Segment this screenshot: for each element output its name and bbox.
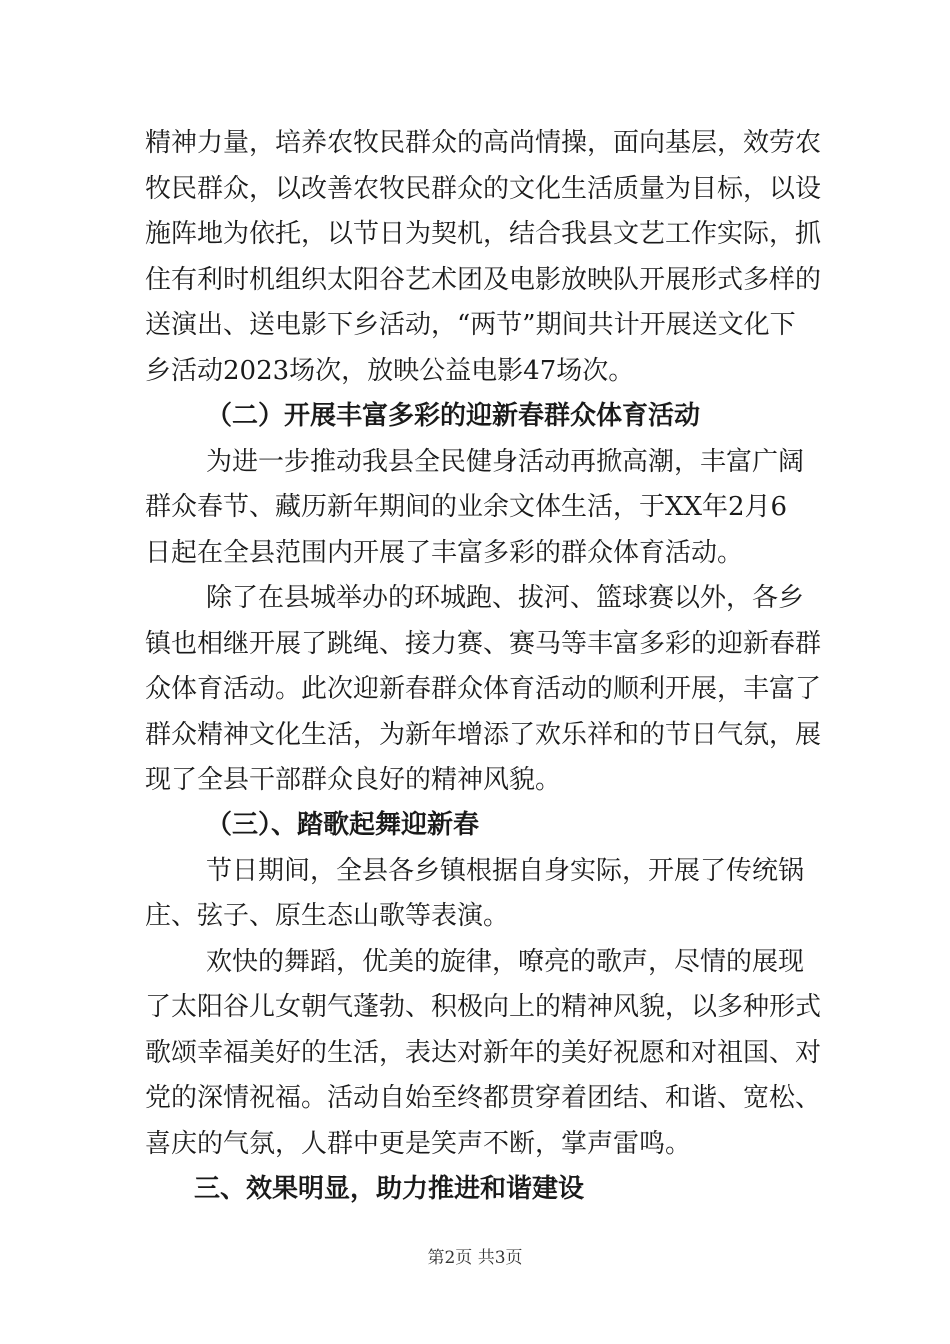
para3-line: 除了在县城举办的环城跑、拔河、篮球赛以外，各乡 (206, 583, 805, 613)
section-heading-2: （二）开展丰富多彩的迎新春群众体育活动 (206, 401, 701, 431)
para4-line: 庄、弦子、原生态山歌等表演。 (145, 901, 510, 931)
para3-line: 群众精神文化生活，为新年增添了欢乐祥和的节日气氛，展 (145, 720, 822, 750)
para5-line: 欢快的舞蹈，优美的旋律，嘹亮的歌声，尽情的展现 (206, 947, 805, 977)
page-number-footer: 第2页 共3页 (427, 1248, 523, 1268)
para5-line: 党的深情祝福。活动自始至终都贯穿着团结、和谐、宽松、 (145, 1083, 822, 1113)
para1-line: 送演出、送电影下乡活动，“两节”期间共计开展送文化下 (145, 310, 796, 340)
para5-line: 了太阳谷儿女朝气蓬勃、积极向上的精神风貌，以多种形式 (145, 992, 822, 1022)
para2-line: 群众春节、藏历新年期间的业余文体生活，于XX年2月6 (145, 492, 788, 522)
section-heading-3: （三）、踏歌起舞迎新春 (206, 810, 480, 840)
para5-line: 喜庆的气氛，人群中更是笑声不断，掌声雷鸣。 (145, 1129, 692, 1159)
para3-line: 众体育活动。此次迎新春群众体育活动的顺利开展，丰富了 (145, 674, 822, 704)
para5-line: 歌颂幸福美好的生活，表达对新年的美好祝愿和对祖国、对 (145, 1038, 822, 1068)
para2-line: 为进一步推动我县全民健身活动再掀高潮，丰富广阔 (206, 447, 805, 477)
para3-line: 镇也相继开展了跳绳、接力赛、赛马等丰富多彩的迎新春群 (145, 629, 822, 659)
para1-line: 住有利时机组织太阳谷艺术团及电影放映队开展形式多样的 (145, 265, 822, 295)
para1-line: 乡活动2023场次，放映公益电影47场次。 (145, 356, 635, 386)
para1-line: 牧民群众，以改善农牧民群众的文化生活质量为目标，以设 (145, 174, 822, 204)
para4-line: 节日期间，全县各乡镇根据自身实际，开展了传统锅 (206, 856, 805, 886)
section-heading-main-3: 三、效果明显，助力推进和谐建设 (194, 1174, 585, 1204)
para1-line: 施阵地为依托，以节日为契机，结合我县文艺工作实际，抓 (145, 219, 822, 249)
para1-line: 精神力量，培养农牧民群众的高尚情操，面向基层，效劳农 (145, 128, 822, 158)
para3-line: 现了全县干部群众良好的精神风貌。 (145, 765, 562, 795)
para2-line: 日起在全县范围内开展了丰富多彩的群众体育活动。 (145, 538, 744, 568)
